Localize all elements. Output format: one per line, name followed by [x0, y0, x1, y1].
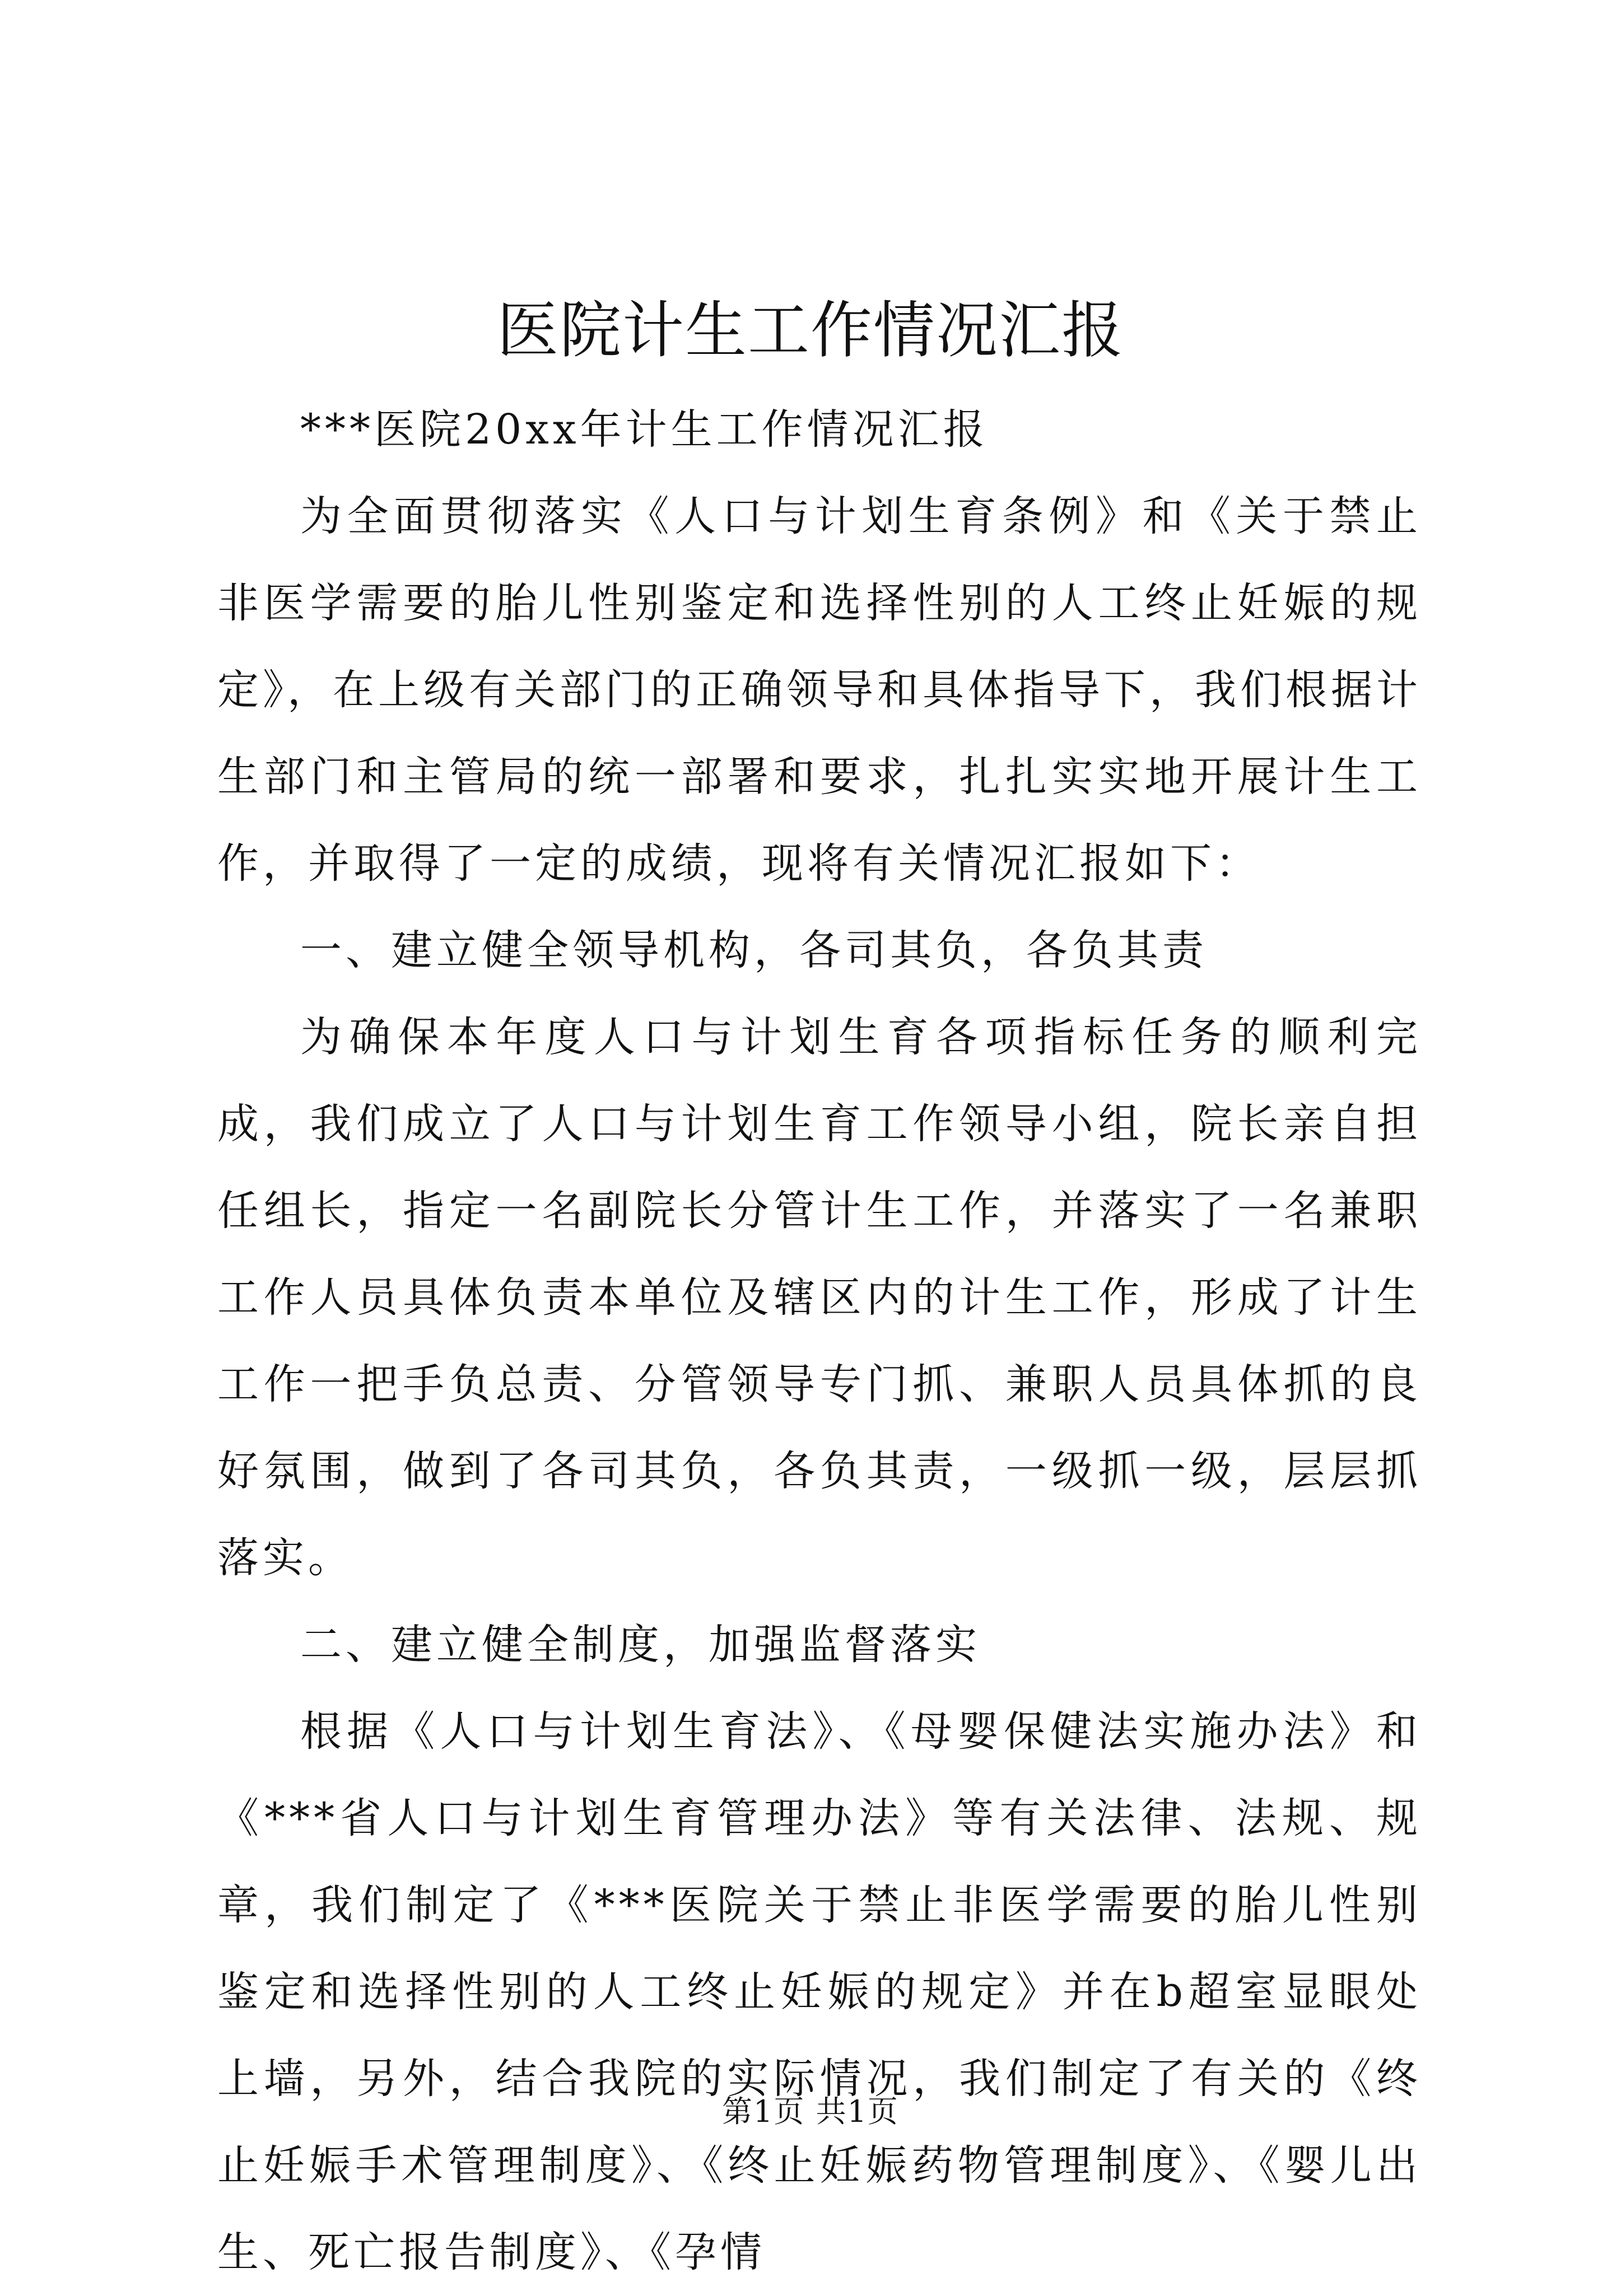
page-footer: 第1页 共1页 — [722, 2094, 899, 2129]
document-body — [217, 386, 1422, 2296]
document-title: 医院计生工作情况汇报 — [497, 295, 1124, 366]
section-1-paragraph: 为确保本年度人口与计划生育各项指标任务的顺利完成，我们成立了人口与计划生育工作领导小组，院长亲自担任组长，指定一名副院长分管计生工作，并落实了一名兼职工作人员具体负责本单位及辖区内的计生工作，形成了计生工作一把手负总责、分管领导专门抓、兼职人员具体抓的良好氛围，做到了各司其负，各负其责，一级抓一级，层层抓落实。 — [217, 1013, 1422, 1582]
intro-paragraph: 为全面贯彻落实《人口与计划生育条例》和《关于禁止非医学需要的胎儿性别鉴定和选择性别的人工终止妊娠的规定》，在上级有关部门的正确领导和具体指导下，我们根据计生部门和主管局的统一部署和要求，扎扎实实地开展计生工作，并取得了一定的成绩，现将有关情况汇报如下： — [217, 492, 1422, 888]
section-heading-1: 一、建立健全领导机构，各司其负，各负其责 — [300, 926, 1208, 974]
report-subtitle: ***医院20xx年计生工作情况汇报 — [300, 405, 989, 454]
section-heading-2: 二、建立健全制度，加强监督落实 — [300, 1621, 981, 1669]
section-2-paragraph: 根据《人口与计划生育法》、《母婴保健法实施办法》和《***省人口与计划生育管理办法》等有关法律、法规、规章，我们制定了《***医院关于禁止非医学需要的胎儿性别鉴定和选择性别的人工终止妊娠的规定》并在b超室显眼处上墙，另外，结合我院的实际情况，我们制定了有关的《终止妊娠手术管理制度》、《终止妊娠药物管理制度》、《婴儿出生、死亡报告制度》、《孕情 — [217, 1707, 1422, 2276]
